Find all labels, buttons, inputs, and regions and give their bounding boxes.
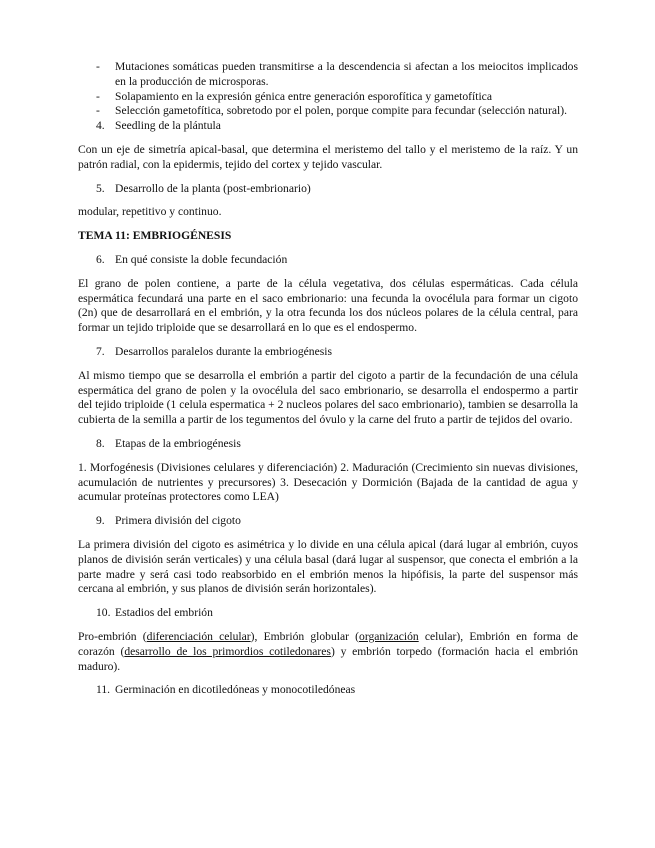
bullet-item xyxy=(78,104,578,119)
answer-10-part: ) y embrión torpedo (formación hacia el embrión maduro). xyxy=(78,644,578,673)
question-number: 4. xyxy=(96,119,105,133)
underlined-term: organización xyxy=(359,629,419,643)
bullet-text: Mutaciones somáticas pueden transmitirse a la descendencia si afectan a los meiocitos implicados en la producción de microsporas. xyxy=(115,60,578,88)
question-6 xyxy=(78,253,578,268)
question-text: Primera división del cigoto xyxy=(115,514,241,528)
question-number: 8. xyxy=(96,436,105,450)
top-bullet-list xyxy=(78,60,578,119)
question-9 xyxy=(78,514,578,529)
question-number: 5. xyxy=(96,181,105,195)
bullet-item xyxy=(78,60,578,90)
answer-10-part: Pro-embrión ( xyxy=(78,629,147,643)
answer-10-part: ), Embrión globular ( xyxy=(250,629,360,643)
bullet-text: Solapamiento en la expresión génica entre generación esporofítica y gametofítica xyxy=(115,89,492,103)
answer-6: El grano de polen contiene, a parte de la célula vegetativa, dos células espermáticas. Cada célula espermática fecundará una parte en el saco embrionario: una fecunda la ovocélula para formar un cigoto (2n) que de desarrollará en el embrión, y la otra fecunda los dos núcleos polares de la célula central, para formar un tejido triploide que se desarrollará en lo que es el endospermo. xyxy=(78,276,578,335)
answer-9: La primera división del cigoto es asimétrica y lo divide en una célula apical (dará lugar al embrión, cuyos planos de división serán verticales) y una célula basal (dará lugar al suspensor, que conecta el embrión a la parte madre y será casi todo reabsorbido en el embrión menos la hipófisis, la parte del suspensor más cercana al embrión, y sus planos de división serán horizontales). xyxy=(78,537,578,596)
question-number: 11. xyxy=(96,683,111,697)
bullet-dash: - xyxy=(96,104,100,118)
answer-7: Al mismo tiempo que se desarrolla el embrión a partir del cigoto a partir de la fecundación de una célula espermática del grano de polen y la ovocélula del saco embrionario, se desarrolla el endospermo a partir del tejido triploide (1 celula espermatica + 2 nucleos polares del saco embrionario), tambien se desarrolla la cubierta de la semilla a partir de los tegumentos del óvulo y la carne del fruto a partir de tejidos del ovario. xyxy=(78,368,578,427)
question-5 xyxy=(78,182,578,197)
question-number: 9. xyxy=(96,514,105,528)
underlined-term: desarrollo de los primordios cotiledonares xyxy=(124,644,331,658)
question-8 xyxy=(78,437,578,452)
question-number: 6. xyxy=(96,252,105,266)
question-text: Estadios del embrión xyxy=(115,606,213,620)
bullet-text: Selección gametofítica, sobretodo por el polen, porque compite para fecundar (selección natural). xyxy=(115,104,567,118)
answer-8: 1. Morfogénesis (Divisiones celulares y diferenciación) 2. Maduración (Crecimiento sin nuevas divisiones, acumulación de nutrientes y precursores) 3. Desecación y Dormición (Bajada de la cantidad de agua y acumular proteínas protectores como LEA) xyxy=(78,460,578,504)
underlined-term: diferenciación celular xyxy=(146,629,251,643)
bullet-dash: - xyxy=(96,60,100,73)
question-text: Seedling de la plántula xyxy=(115,119,221,133)
answer-10 xyxy=(78,630,578,674)
bullet-item xyxy=(78,90,578,105)
question-text: Germinación en dicotiledóneas y monocotiledóneas xyxy=(115,683,356,697)
question-7 xyxy=(78,345,578,360)
document-page xyxy=(78,60,578,698)
question-text: Desarrollos paralelos durante la embriogénesis xyxy=(115,344,332,358)
bullet-dash: - xyxy=(96,89,100,103)
question-number: 7. xyxy=(96,344,105,358)
question-text: Desarrollo de la planta (post-embrionario) xyxy=(115,181,311,195)
question-text: En qué consiste la doble fecundación xyxy=(115,252,288,266)
answer-4: Con un eje de simetría apical-basal, que determina el meristemo del tallo y el meristemo de la raíz. Y un patrón radial, con la epidermis, tejido del cortex y tejido vascular. xyxy=(78,142,578,171)
question-4 xyxy=(78,119,578,134)
question-number: 10. xyxy=(96,606,111,620)
question-11 xyxy=(78,683,578,698)
answer-10-part: celular), Embrión en forma de corazón ( xyxy=(78,629,578,658)
question-10 xyxy=(78,606,578,621)
question-text: Etapas de la embriogénesis xyxy=(115,436,241,450)
answer-5: modular, repetitivo y continuo. xyxy=(78,205,222,219)
section-heading: TEMA 11: EMBRIOGÉNESIS xyxy=(78,229,232,243)
